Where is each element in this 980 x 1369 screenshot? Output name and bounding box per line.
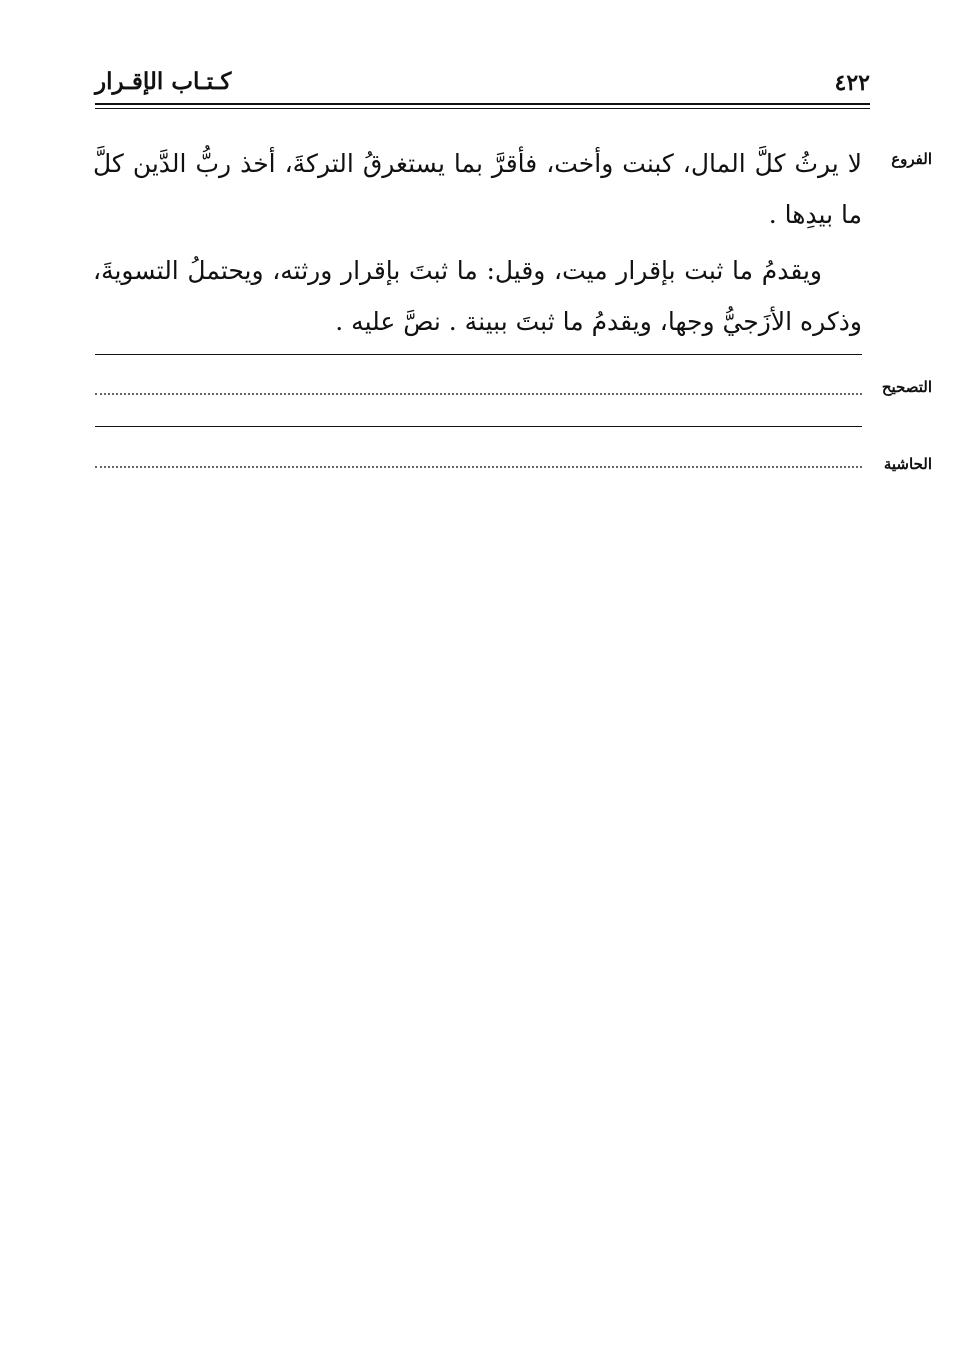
tashih-dotted-line <box>95 393 862 395</box>
section-divider <box>95 354 862 355</box>
section-divider <box>95 426 862 427</box>
section-label-hashiya: الحاشية <box>883 455 932 473</box>
section-label-furu: الفروع <box>891 150 932 168</box>
running-title: كـتـاب الإقـرار <box>95 68 232 95</box>
section-label-tashih: التصحيح <box>881 378 932 396</box>
header-rule-thin <box>95 108 870 109</box>
page-number: ٤٢٢ <box>834 70 870 96</box>
page-header <box>95 66 870 100</box>
paragraph-1: لا يرثُ كلَّ المال، كبنت وأخت، فأقرَّ بما يستغرقُ التركةَ، أخذ ربُّ الدَّين كلَّ ما بيدِها . <box>93 149 862 229</box>
header-rule <box>95 103 870 105</box>
paragraph-2: ويقدمُ ما ثبت بإقرار ميت، وقيل: ما ثبتَ بإقرار ورثته، ويحتملُ التسويةَ، وذكره الأزَجيُّ وجها، ويقدمُ ما ثبتَ ببينة . نصَّ عليه . <box>93 256 862 336</box>
hashiya-dotted-line <box>95 466 862 468</box>
main-text <box>93 138 862 347</box>
